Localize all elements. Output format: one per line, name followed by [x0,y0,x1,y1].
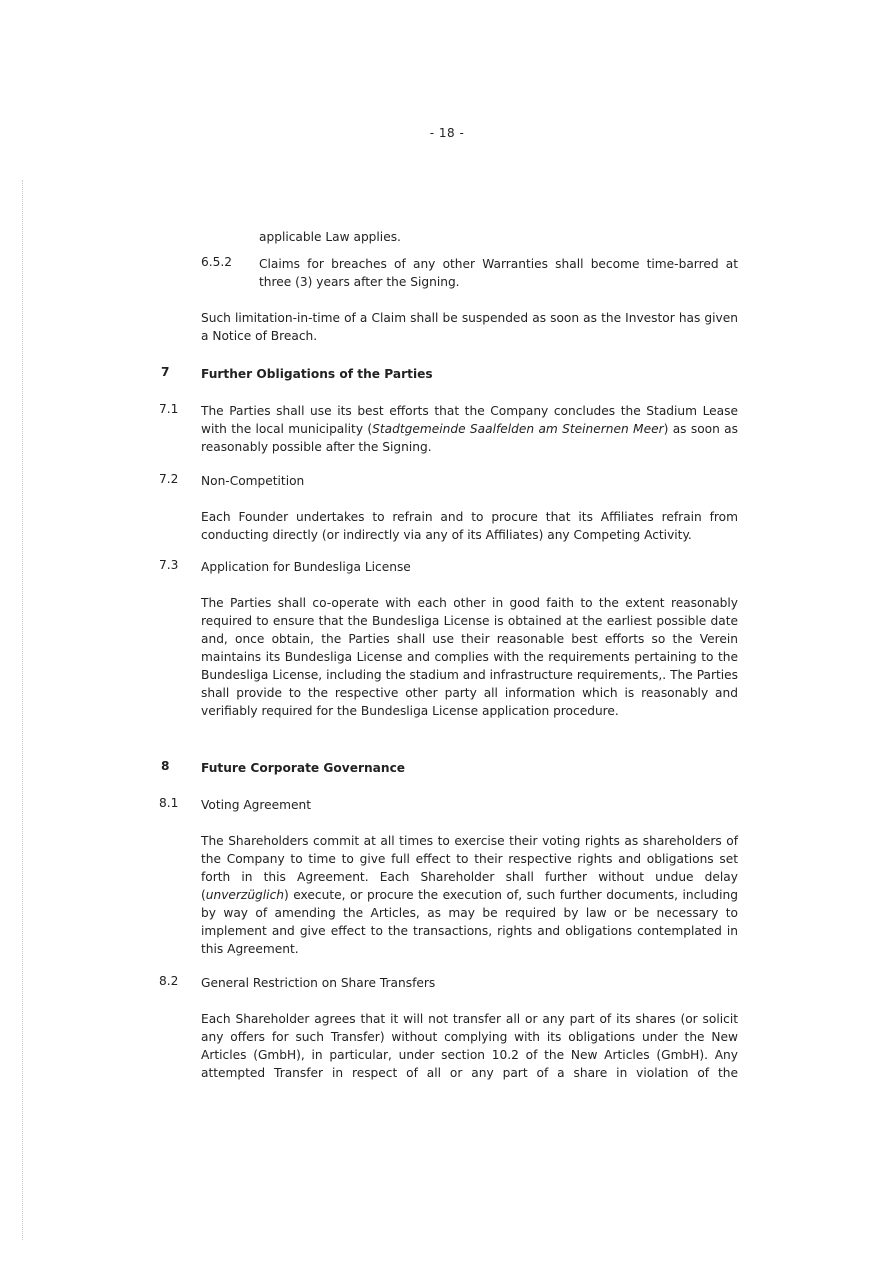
clause-text-8-2: Each Shareholder agrees that it will not transfer all or any part of its shares (or solicit any offers for such Transfer) without complying with its obligations under the New Articles (GmbH), in particular, under section 10.2 of the New Articles (GmbH). Any attempted Transfer in respect of all or any part of a share in violation of the [201,1012,738,1080]
municipality-name: Stadtgemeinde Saalfelden am Steinernen Meer [372,422,664,436]
clause-text-7-1 [201,402,738,456]
section-title-8: Future Corporate Governance [201,761,406,775]
clause-text-7-1-part2: ) as soon as reasonably possible after the Signing. [201,422,738,454]
clause-title-8-2: General Restriction on Share Transfers [201,976,436,990]
section-title-7: Further Obligations of the Parties [201,367,433,381]
section-number-7: 7 [161,365,170,379]
clause-continuation: applicable Law applies. [259,230,401,244]
clause-number-8-2: 8.2 [159,974,179,988]
german-term: unverzüglich [205,888,284,902]
clause-number-7-1: 7.1 [159,402,179,416]
clause-title-7-2: Non-Competition [201,474,305,488]
clause-text-8-1 [201,832,738,958]
clause-title-8-1: Voting Agreement [201,798,312,812]
clause-text-6-5-2: Claims for breaches of any other Warranties shall become time-barred at three (3) years after the Signing. [259,257,738,289]
clause-text-7-2: Each Founder undertakes to refrain and to procure that its Affiliates refrain from conducting directly (or indirectly via any of its Affiliates) any Competing Activity. [201,510,738,542]
clause-text-7-3: The Parties shall co-operate with each other in good faith to the extent reasonably required to ensure that the Bundesliga License is obtained at the earliest possible date and, once obtain, the Parties shall use their reasonable best efforts so the Verein maintains its Bundesliga License and complies with the requirements pertaining to the Bundesliga License, including the stadium and infrastructure requirements,. The Parties shall provide to the respective other party all information which is reasonably and verifiably required for the Bundesliga License application procedure. [201,596,738,718]
clause-number-7-3: 7.3 [159,558,179,572]
clause-number-6-5-2: 6.5.2 [201,255,233,269]
page-number: - 18 - [429,126,465,140]
clause-title-7-3: Application for Bundesliga License [201,560,411,574]
clause-text-7-1-part1: The Parties shall use its best efforts that the Company concludes the Stadium Lease with the local municipality ( [201,404,738,436]
scan-margin-line [22,180,23,1240]
clause-text-8-1-part2: ) execute, or procure the execution of, such further documents, including by way of amending the Articles, as may be required by law or be necessary to implement and give effect to the transactions, rights and obligations contemplated in this Agreement. [201,888,738,956]
clause-number-7-2: 7.2 [159,472,179,486]
limitation-paragraph: Such limitation-in-time of a Claim shall be suspended as soon as the Investor has given a Notice of Breach. [201,311,738,343]
clause-text-8-1-part1: The Shareholders commit at all times to exercise their voting rights as shareholders of the Company to time to give full effect to their respective rights and obligations set forth in this Agreement. Each Shareholder shall further without undue delay ( [201,834,738,902]
clause-number-8-1: 8.1 [159,796,179,810]
section-number-8: 8 [161,759,170,773]
